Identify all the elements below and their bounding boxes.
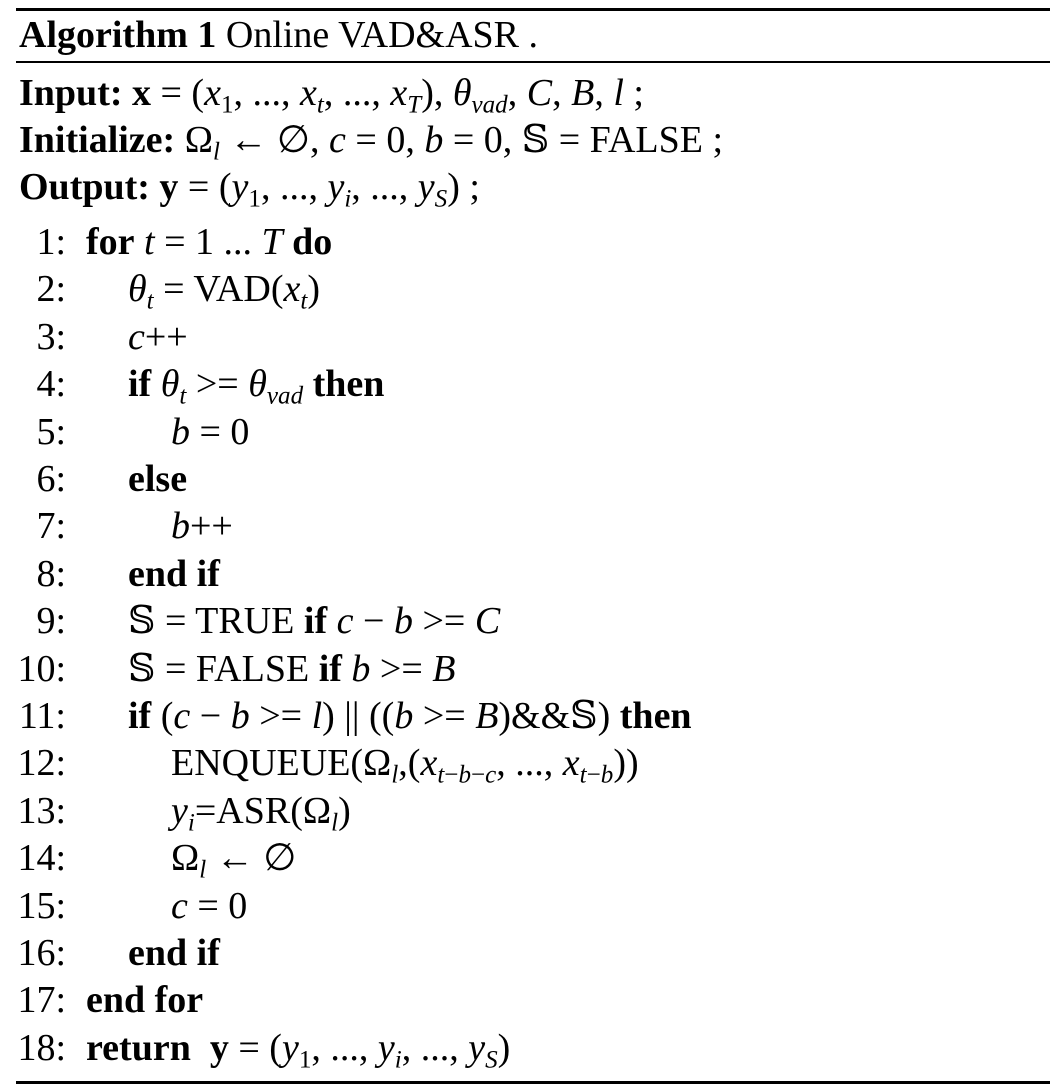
algorithm-line bbox=[16, 219, 1046, 266]
line-number: 1: bbox=[36, 221, 66, 263]
algorithm-line bbox=[16, 598, 1046, 645]
line-code: end if bbox=[128, 932, 220, 974]
algorithm-caption bbox=[19, 9, 538, 61]
algorithm-line bbox=[16, 503, 1046, 550]
line-code: for t = 1 ... T do bbox=[86, 221, 333, 263]
line-number: 6: bbox=[36, 458, 66, 500]
line-number: 14: bbox=[17, 837, 66, 880]
line-code: 𝕊 = TRUE if c − b >= C bbox=[128, 600, 501, 643]
header-expression: $x = (x_1$, ..., $x_t$, ..., $x_T$), $\theta_{vad}$, C, B, l ; bbox=[132, 72, 644, 119]
algorithm-line bbox=[16, 740, 1046, 787]
caption-rule bbox=[16, 61, 1050, 63]
header-keyword: Output: bbox=[19, 166, 150, 208]
header-row bbox=[19, 70, 644, 117]
line-code: $\Omega_l$ ← ∅ bbox=[171, 837, 297, 884]
line-code: end if bbox=[128, 552, 220, 595]
line-code: $ENQUEUE(\Omega_l,(x_{t-b-c}$, ..., $x_{t-b}$)) bbox=[171, 742, 639, 789]
line-number: 11: bbox=[18, 695, 66, 737]
algorithm-line bbox=[16, 883, 1046, 930]
algorithm-line bbox=[16, 977, 1046, 1024]
algorithm-line bbox=[16, 409, 1046, 456]
algorithm-line bbox=[16, 551, 1046, 598]
line-number: 18: bbox=[17, 1026, 66, 1069]
line-number: 17: bbox=[17, 979, 66, 1022]
algorithm-line bbox=[16, 1025, 1046, 1072]
algorithm-line bbox=[16, 930, 1046, 977]
line-code: if (c − b >= l) || ((b >= B)&&𝕊) then bbox=[128, 695, 692, 737]
line-number: 8: bbox=[36, 552, 66, 595]
algorithm-line bbox=[16, 361, 1046, 408]
line-code: 𝕊 = FALSE if b >= B bbox=[128, 647, 456, 690]
line-number: 3: bbox=[36, 315, 66, 358]
caption-title: Online VAD&ASR . bbox=[225, 14, 539, 56]
header-expression: $\Omega_l$ ← ∅, c = 0, b = 0, 𝕊 = FALSE ; bbox=[175, 119, 724, 166]
algorithm-line bbox=[16, 693, 1046, 740]
header-row bbox=[19, 164, 480, 211]
line-code: $y_i=ASR(\Omega_l)$ bbox=[171, 789, 351, 837]
algorithm-block bbox=[16, 0, 1050, 1092]
line-code: if $\theta_t >= \theta_{vad}$ then bbox=[128, 363, 385, 410]
line-code: end for bbox=[86, 979, 204, 1022]
line-number: 4: bbox=[36, 363, 66, 406]
algorithm-line bbox=[16, 835, 1046, 882]
line-number: 10: bbox=[17, 647, 66, 690]
line-number: 15: bbox=[17, 884, 66, 927]
line-code: c++ bbox=[128, 315, 188, 358]
algorithm-line bbox=[16, 314, 1046, 361]
bottom-rule bbox=[16, 1081, 1050, 1084]
line-number: 5: bbox=[36, 410, 66, 453]
algorithm-line bbox=[16, 266, 1046, 313]
line-code: else bbox=[128, 458, 188, 500]
line-code: return $y = (y_1$, ..., $y_i$, ..., $y_S$) bbox=[86, 1026, 511, 1074]
line-code: c = 0 bbox=[171, 884, 248, 927]
line-code: b++ bbox=[171, 505, 233, 548]
line-number: 13: bbox=[17, 789, 66, 832]
line-code: $\theta_t = VAD(x_t)$ bbox=[128, 268, 320, 315]
algorithm-line bbox=[16, 456, 1046, 503]
caption-label: Algorithm 1 bbox=[19, 14, 217, 56]
header-keyword: Input: bbox=[19, 72, 123, 114]
line-number: 12: bbox=[17, 742, 66, 785]
line-number: 7: bbox=[36, 505, 66, 548]
header-expression: $y = (y_1$, ..., $y_i$, ..., $y_S$) ; bbox=[159, 166, 480, 213]
algorithm-line bbox=[16, 646, 1046, 693]
line-number: 16: bbox=[17, 932, 66, 974]
header-row bbox=[19, 117, 723, 164]
header-keyword: Initialize: bbox=[19, 119, 176, 161]
algorithm-line bbox=[16, 788, 1046, 835]
line-number: 9: bbox=[36, 600, 66, 643]
line-code: b = 0 bbox=[171, 410, 250, 453]
line-number: 2: bbox=[36, 268, 66, 311]
